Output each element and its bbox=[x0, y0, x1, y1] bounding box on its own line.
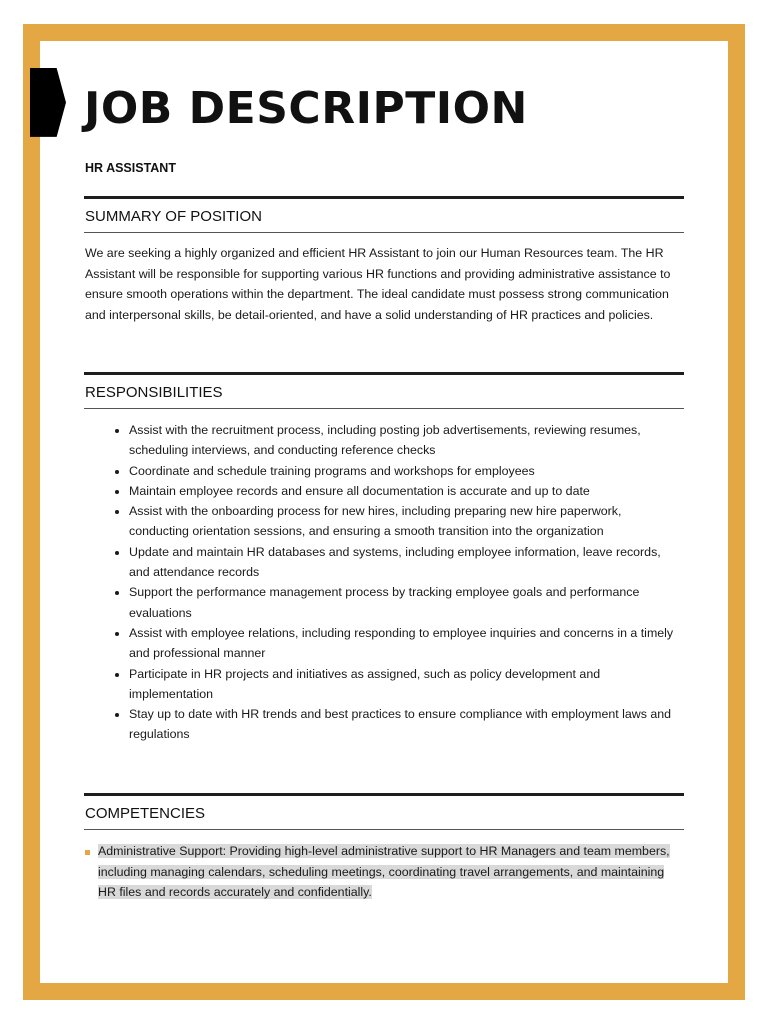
section-divider-thin bbox=[84, 408, 684, 409]
list-item: • Maintain employee records and ensure all documentation is accurate and up to date bbox=[129, 481, 684, 501]
responsibilities-section bbox=[84, 372, 684, 745]
list-item: • Assist with the recruitment process, including posting job advertisements, reviewing resumes, scheduling interviews, and conducting reference checks bbox=[129, 420, 684, 461]
competency-text: Administrative Support: Providing high-level administrative support to HR Managers and team members, including managing calendars, scheduling meetings, coordinating travel arrangements, and maintaining HR files and records accurately and confidentially. bbox=[98, 844, 670, 899]
title-tab-marker bbox=[30, 68, 66, 150]
list-item: • Coordinate and schedule training programs and workshops for employees bbox=[129, 461, 684, 481]
list-item: • Assist with the onboarding process for new hires, including preparing new hire paperwork, conducting orientation sessions, and ensuring a smooth transition into the organization bbox=[129, 501, 684, 542]
section-divider-thin bbox=[84, 829, 684, 830]
document-title: JOB DESCRIPTION bbox=[84, 83, 528, 134]
square-bullet-icon bbox=[85, 850, 90, 855]
page-border-frame bbox=[23, 24, 745, 1000]
competencies-heading: COMPETENCIES bbox=[85, 805, 206, 822]
summary-text: We are seeking a highly organized and efficient HR Assistant to join our Human Resources team. The HR Assistant will be responsible for supporting various HR functions and providing administrative assistance to ensure smooth operations within the department. The ideal candidate must possess strong communication and interpersonal skills, be detail-oriented, and have a solid understanding of HR practices and policies. bbox=[85, 246, 671, 322]
list-item: • Assist with employee relations, including responding to employee inquiries and concerns in a timely and professional manner bbox=[129, 623, 684, 664]
list-item: • Participate in HR projects and initiatives as assigned, such as policy development and implementation bbox=[129, 664, 684, 705]
competency-item bbox=[84, 841, 684, 903]
list-item: • Update and maintain HR databases and systems, including employee information, leave records, and attendance records bbox=[129, 542, 684, 583]
list-item: • Stay up to date with HR trends and best practices to ensure compliance with employment laws and regulations bbox=[129, 704, 684, 745]
responsibilities-heading: RESPONSIBILITIES bbox=[85, 384, 223, 401]
competencies-section bbox=[84, 793, 684, 903]
document-page bbox=[40, 41, 728, 983]
responsibilities-list bbox=[84, 420, 684, 745]
document-subtitle: HR ASSISTANT bbox=[85, 161, 176, 175]
summary-heading: SUMMARY OF POSITION bbox=[85, 208, 262, 225]
summary-section bbox=[84, 196, 684, 325]
section-divider-thin bbox=[84, 232, 684, 233]
list-item: • Support the performance management process by tracking employee goals and performance evaluations bbox=[129, 582, 684, 623]
